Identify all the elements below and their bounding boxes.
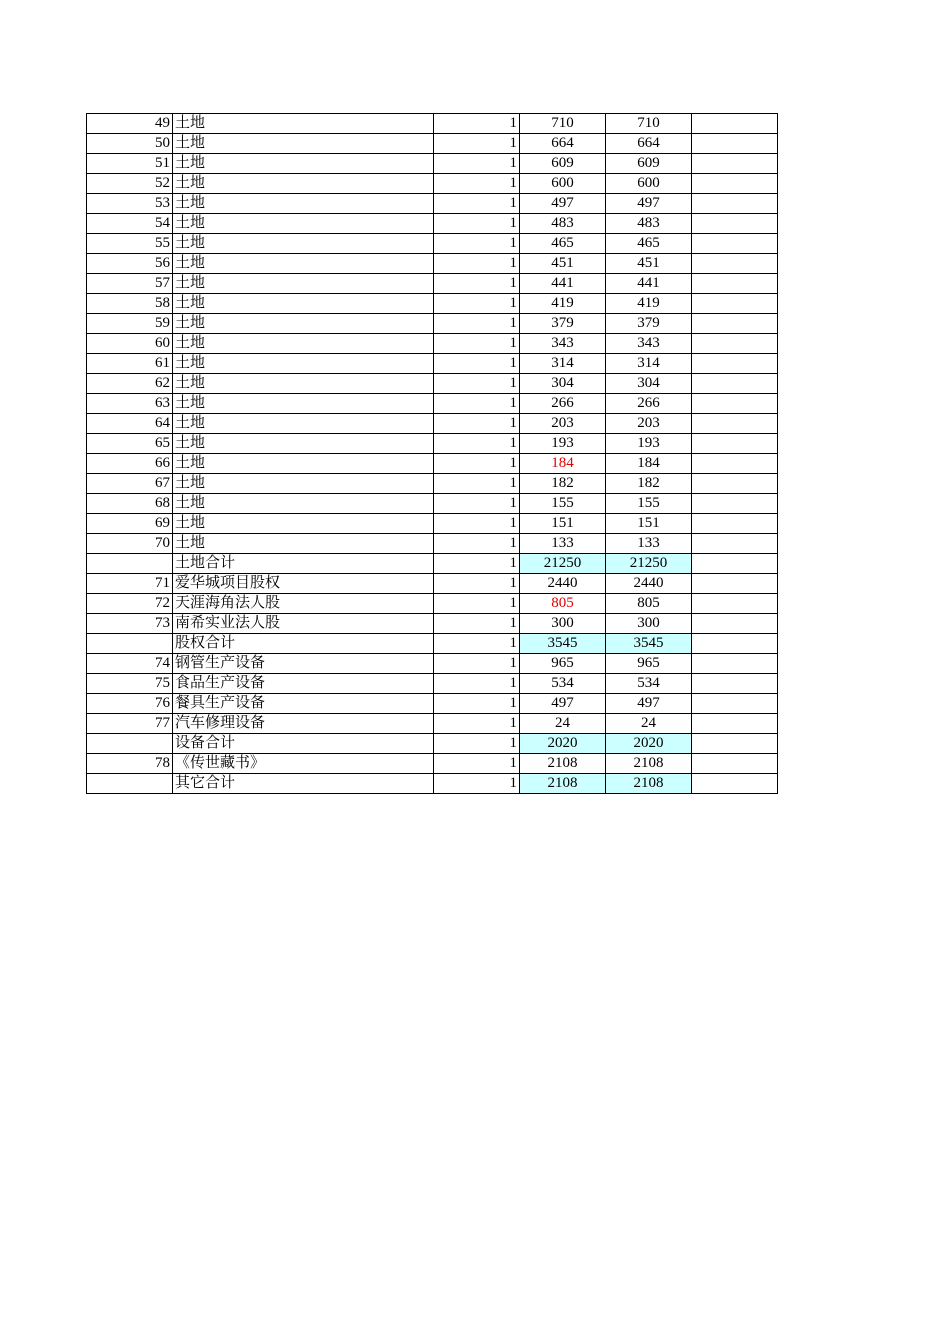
cell-item-name[interactable]: 天涯海角法人股 — [173, 594, 434, 614]
table-row — [87, 294, 778, 314]
cell-value-b[interactable]: 184 — [606, 454, 692, 474]
cell-value-a[interactable]: 155 — [520, 494, 606, 514]
cell-value-a[interactable]: 965 — [520, 654, 606, 674]
table-row — [87, 534, 778, 554]
cell-value-a[interactable]: 2440 — [520, 574, 606, 594]
cell-value-b[interactable]: 24 — [606, 714, 692, 734]
cell-empty[interactable] — [692, 654, 778, 674]
cell-empty[interactable] — [692, 634, 778, 654]
cell-value-a[interactable]: 2020 — [520, 734, 606, 754]
cell-empty[interactable] — [692, 414, 778, 434]
cell-value-a[interactable]: 24 — [520, 714, 606, 734]
cell-value-b[interactable]: 534 — [606, 674, 692, 694]
cell-value-a[interactable]: 497 — [520, 694, 606, 714]
cell-number[interactable]: 74 — [87, 654, 173, 674]
cell-item-name[interactable]: 土地 — [173, 294, 434, 314]
cell-number[interactable]: 60 — [87, 334, 173, 354]
cell-quantity[interactable]: 1 — [434, 334, 520, 354]
table-row — [87, 614, 778, 634]
cell-quantity[interactable]: 1 — [434, 594, 520, 614]
cell-value-a[interactable]: 300 — [520, 614, 606, 634]
cell-item-name[interactable]: 爱华城项目股权 — [173, 574, 434, 594]
cell-quantity[interactable]: 1 — [434, 254, 520, 274]
cell-quantity[interactable]: 1 — [434, 614, 520, 634]
table-row — [87, 374, 778, 394]
table-row — [87, 174, 778, 194]
cell-value-b[interactable]: 266 — [606, 394, 692, 414]
table-row — [87, 434, 778, 454]
cell-number[interactable]: 73 — [87, 614, 173, 634]
cell-value-b[interactable]: 441 — [606, 274, 692, 294]
cell-value-b[interactable]: 2440 — [606, 574, 692, 594]
cell-value-b[interactable]: 314 — [606, 354, 692, 374]
cell-quantity[interactable]: 1 — [434, 714, 520, 734]
cell-value-a[interactable]: 193 — [520, 434, 606, 454]
cell-empty[interactable] — [692, 294, 778, 314]
table-row — [87, 194, 778, 214]
cell-value-a[interactable]: 21250 — [520, 554, 606, 574]
cell-quantity[interactable]: 1 — [434, 174, 520, 194]
cell-value-a[interactable]: 3545 — [520, 634, 606, 654]
cell-item-name[interactable]: 土地 — [173, 134, 434, 154]
table-row — [87, 214, 778, 234]
cell-quantity[interactable]: 1 — [434, 574, 520, 594]
table-row — [87, 274, 778, 294]
table-row — [87, 714, 778, 734]
cell-value-b[interactable]: 379 — [606, 314, 692, 334]
cell-item-name[interactable]: 土地 — [173, 154, 434, 174]
cell-value-b[interactable]: 710 — [606, 114, 692, 134]
cell-number[interactable]: 68 — [87, 494, 173, 514]
cell-empty[interactable] — [692, 674, 778, 694]
cell-empty[interactable] — [692, 494, 778, 514]
cell-number[interactable]: 64 — [87, 414, 173, 434]
cell-quantity[interactable]: 1 — [434, 514, 520, 534]
cell-empty[interactable] — [692, 594, 778, 614]
cell-empty[interactable] — [692, 434, 778, 454]
cell-value-a[interactable]: 133 — [520, 534, 606, 554]
cell-value-b[interactable]: 182 — [606, 474, 692, 494]
table-row — [87, 234, 778, 254]
cell-value-b[interactable]: 419 — [606, 294, 692, 314]
cell-quantity[interactable]: 1 — [434, 194, 520, 214]
cell-number[interactable]: 50 — [87, 134, 173, 154]
cell-number[interactable] — [87, 554, 173, 574]
cell-number[interactable]: 53 — [87, 194, 173, 214]
table-row — [87, 154, 778, 174]
cell-number[interactable]: 65 — [87, 434, 173, 454]
cell-quantity[interactable]: 1 — [434, 154, 520, 174]
table-row — [87, 134, 778, 154]
cell-value-b[interactable]: 483 — [606, 214, 692, 234]
cell-value-b[interactable]: 300 — [606, 614, 692, 634]
cell-empty[interactable] — [692, 614, 778, 634]
cell-value-b[interactable]: 965 — [606, 654, 692, 674]
cell-value-b[interactable]: 21250 — [606, 554, 692, 574]
table-row — [87, 694, 778, 714]
cell-value-a[interactable]: 2108 — [520, 774, 606, 794]
cell-item-name[interactable]: 其它合计 — [173, 774, 434, 794]
asset-table-body — [87, 114, 778, 794]
cell-item-name[interactable]: 《传世藏书》 — [173, 754, 434, 774]
cell-value-a[interactable]: 2108 — [520, 754, 606, 774]
cell-item-name[interactable]: 土地 — [173, 214, 434, 234]
cell-value-a[interactable]: 710 — [520, 114, 606, 134]
table-row — [87, 474, 778, 494]
table-row — [87, 454, 778, 474]
cell-value-a[interactable]: 441 — [520, 274, 606, 294]
cell-empty[interactable] — [692, 554, 778, 574]
cell-value-a[interactable]: 419 — [520, 294, 606, 314]
cell-empty[interactable] — [692, 754, 778, 774]
table-row — [87, 514, 778, 534]
cell-item-name[interactable]: 土地 — [173, 174, 434, 194]
cell-quantity[interactable]: 1 — [434, 134, 520, 154]
cell-value-a[interactable]: 609 — [520, 154, 606, 174]
cell-quantity[interactable]: 1 — [434, 694, 520, 714]
subtotal-row — [87, 774, 778, 794]
cell-number[interactable] — [87, 774, 173, 794]
cell-value-b[interactable]: 609 — [606, 154, 692, 174]
cell-number[interactable]: 72 — [87, 594, 173, 614]
cell-number[interactable]: 51 — [87, 154, 173, 174]
cell-empty[interactable] — [692, 574, 778, 594]
cell-value-b[interactable]: 2020 — [606, 734, 692, 754]
cell-empty[interactable] — [692, 154, 778, 174]
cell-value-a[interactable]: 379 — [520, 314, 606, 334]
cell-item-name[interactable]: 土地 — [173, 414, 434, 434]
cell-value-a[interactable]: 184 — [520, 454, 606, 474]
cell-value-b[interactable]: 343 — [606, 334, 692, 354]
cell-number[interactable]: 71 — [87, 574, 173, 594]
cell-value-a[interactable]: 805 — [520, 594, 606, 614]
cell-item-name[interactable]: 南希实业法人股 — [173, 614, 434, 634]
cell-quantity[interactable]: 1 — [434, 474, 520, 494]
cell-quantity[interactable]: 1 — [434, 314, 520, 334]
cell-item-name[interactable]: 土地 — [173, 374, 434, 394]
cell-number[interactable]: 69 — [87, 514, 173, 534]
cell-value-a[interactable]: 451 — [520, 254, 606, 274]
cell-empty[interactable] — [692, 334, 778, 354]
cell-value-a[interactable]: 664 — [520, 134, 606, 154]
table-row — [87, 394, 778, 414]
cell-value-b[interactable]: 203 — [606, 414, 692, 434]
table-row — [87, 754, 778, 774]
cell-empty[interactable] — [692, 194, 778, 214]
cell-number[interactable]: 62 — [87, 374, 173, 394]
cell-value-a[interactable]: 343 — [520, 334, 606, 354]
cell-item-name[interactable]: 土地 — [173, 454, 434, 474]
table-row — [87, 334, 778, 354]
cell-value-a[interactable]: 534 — [520, 674, 606, 694]
cell-value-b[interactable]: 497 — [606, 694, 692, 714]
cell-quantity[interactable]: 1 — [434, 774, 520, 794]
cell-value-a[interactable]: 465 — [520, 234, 606, 254]
table-row — [87, 594, 778, 614]
cell-value-b[interactable]: 2108 — [606, 774, 692, 794]
cell-number[interactable]: 61 — [87, 354, 173, 374]
cell-empty[interactable] — [692, 474, 778, 494]
subtotal-row — [87, 734, 778, 754]
cell-value-a[interactable]: 497 — [520, 194, 606, 214]
cell-value-b[interactable]: 133 — [606, 534, 692, 554]
cell-number[interactable]: 52 — [87, 174, 173, 194]
cell-value-b[interactable]: 497 — [606, 194, 692, 214]
cell-number[interactable]: 70 — [87, 534, 173, 554]
cell-value-a[interactable]: 266 — [520, 394, 606, 414]
cell-value-a[interactable]: 600 — [520, 174, 606, 194]
table-row — [87, 314, 778, 334]
table-row — [87, 654, 778, 674]
cell-quantity[interactable]: 1 — [434, 354, 520, 374]
cell-empty[interactable] — [692, 774, 778, 794]
cell-number[interactable]: 57 — [87, 274, 173, 294]
table-row — [87, 114, 778, 134]
cell-empty[interactable] — [692, 394, 778, 414]
cell-value-b[interactable]: 151 — [606, 514, 692, 534]
cell-quantity[interactable]: 1 — [434, 634, 520, 654]
cell-quantity[interactable]: 1 — [434, 494, 520, 514]
cell-number[interactable] — [87, 734, 173, 754]
table-row — [87, 574, 778, 594]
cell-quantity[interactable]: 1 — [434, 234, 520, 254]
cell-empty[interactable] — [692, 714, 778, 734]
cell-value-a[interactable]: 182 — [520, 474, 606, 494]
cell-item-name[interactable]: 土地 — [173, 474, 434, 494]
cell-number[interactable]: 56 — [87, 254, 173, 274]
cell-item-name[interactable]: 土地 — [173, 254, 434, 274]
cell-item-name[interactable]: 土地 — [173, 434, 434, 454]
cell-item-name[interactable]: 土地 — [173, 234, 434, 254]
cell-empty[interactable] — [692, 354, 778, 374]
cell-quantity[interactable]: 1 — [434, 374, 520, 394]
cell-empty[interactable] — [692, 454, 778, 474]
cell-empty[interactable] — [692, 374, 778, 394]
table-row — [87, 494, 778, 514]
cell-number[interactable] — [87, 634, 173, 654]
cell-value-b[interactable]: 155 — [606, 494, 692, 514]
cell-item-name[interactable]: 土地 — [173, 494, 434, 514]
cell-value-b[interactable]: 664 — [606, 134, 692, 154]
cell-number[interactable]: 75 — [87, 674, 173, 694]
cell-quantity[interactable]: 1 — [434, 554, 520, 574]
cell-item-name[interactable]: 土地 — [173, 534, 434, 554]
cell-empty[interactable] — [692, 254, 778, 274]
cell-quantity[interactable]: 1 — [434, 454, 520, 474]
cell-empty[interactable] — [692, 114, 778, 134]
cell-value-a[interactable]: 203 — [520, 414, 606, 434]
cell-quantity[interactable]: 1 — [434, 754, 520, 774]
cell-quantity[interactable]: 1 — [434, 394, 520, 414]
cell-item-name[interactable]: 设备合计 — [173, 734, 434, 754]
subtotal-row — [87, 634, 778, 654]
cell-item-name[interactable]: 汽车修理设备 — [173, 714, 434, 734]
cell-value-a[interactable]: 151 — [520, 514, 606, 534]
cell-item-name[interactable]: 土地 — [173, 394, 434, 414]
asset-table — [86, 113, 778, 794]
cell-item-name[interactable]: 土地 — [173, 194, 434, 214]
cell-value-b[interactable]: 805 — [606, 594, 692, 614]
cell-quantity[interactable]: 1 — [434, 274, 520, 294]
cell-quantity[interactable]: 1 — [434, 654, 520, 674]
cell-number[interactable]: 63 — [87, 394, 173, 414]
cell-item-name[interactable]: 土地 — [173, 274, 434, 294]
cell-quantity[interactable]: 1 — [434, 734, 520, 754]
cell-quantity[interactable]: 1 — [434, 434, 520, 454]
cell-item-name[interactable]: 餐具生产设备 — [173, 694, 434, 714]
cell-number[interactable]: 66 — [87, 454, 173, 474]
cell-number[interactable]: 54 — [87, 214, 173, 234]
table-row — [87, 674, 778, 694]
cell-quantity[interactable]: 1 — [434, 414, 520, 434]
cell-empty[interactable] — [692, 694, 778, 714]
cell-value-a[interactable]: 483 — [520, 214, 606, 234]
table-row — [87, 254, 778, 274]
cell-empty[interactable] — [692, 734, 778, 754]
cell-value-b[interactable]: 3545 — [606, 634, 692, 654]
cell-value-b[interactable]: 600 — [606, 174, 692, 194]
cell-quantity[interactable]: 1 — [434, 214, 520, 234]
cell-empty[interactable] — [692, 234, 778, 254]
cell-value-b[interactable]: 465 — [606, 234, 692, 254]
cell-number[interactable]: 76 — [87, 694, 173, 714]
cell-empty[interactable] — [692, 514, 778, 534]
cell-empty[interactable] — [692, 174, 778, 194]
cell-value-a[interactable]: 314 — [520, 354, 606, 374]
cell-number[interactable]: 58 — [87, 294, 173, 314]
cell-quantity[interactable]: 1 — [434, 534, 520, 554]
cell-quantity[interactable]: 1 — [434, 114, 520, 134]
cell-quantity[interactable]: 1 — [434, 674, 520, 694]
cell-value-a[interactable]: 304 — [520, 374, 606, 394]
subtotal-row — [87, 554, 778, 574]
cell-item-name[interactable]: 土地 — [173, 514, 434, 534]
cell-quantity[interactable]: 1 — [434, 294, 520, 314]
cell-item-name[interactable]: 土地 — [173, 314, 434, 334]
cell-number[interactable]: 55 — [87, 234, 173, 254]
cell-item-name[interactable]: 土地 — [173, 354, 434, 374]
cell-item-name[interactable]: 钢管生产设备 — [173, 654, 434, 674]
cell-number[interactable]: 49 — [87, 114, 173, 134]
cell-item-name[interactable]: 土地合计 — [173, 554, 434, 574]
cell-item-name[interactable]: 食品生产设备 — [173, 674, 434, 694]
cell-value-b[interactable]: 2108 — [606, 754, 692, 774]
cell-item-name[interactable]: 土地 — [173, 114, 434, 134]
cell-empty[interactable] — [692, 274, 778, 294]
cell-number[interactable]: 67 — [87, 474, 173, 494]
cell-empty[interactable] — [692, 214, 778, 234]
table-row — [87, 354, 778, 374]
cell-item-name[interactable]: 土地 — [173, 334, 434, 354]
cell-value-b[interactable]: 304 — [606, 374, 692, 394]
table-row — [87, 414, 778, 434]
cell-number[interactable]: 59 — [87, 314, 173, 334]
cell-empty[interactable] — [692, 314, 778, 334]
cell-value-b[interactable]: 451 — [606, 254, 692, 274]
cell-empty[interactable] — [692, 534, 778, 554]
cell-number[interactable]: 77 — [87, 714, 173, 734]
cell-item-name[interactable]: 股权合计 — [173, 634, 434, 654]
cell-value-b[interactable]: 193 — [606, 434, 692, 454]
cell-empty[interactable] — [692, 134, 778, 154]
cell-number[interactable]: 78 — [87, 754, 173, 774]
